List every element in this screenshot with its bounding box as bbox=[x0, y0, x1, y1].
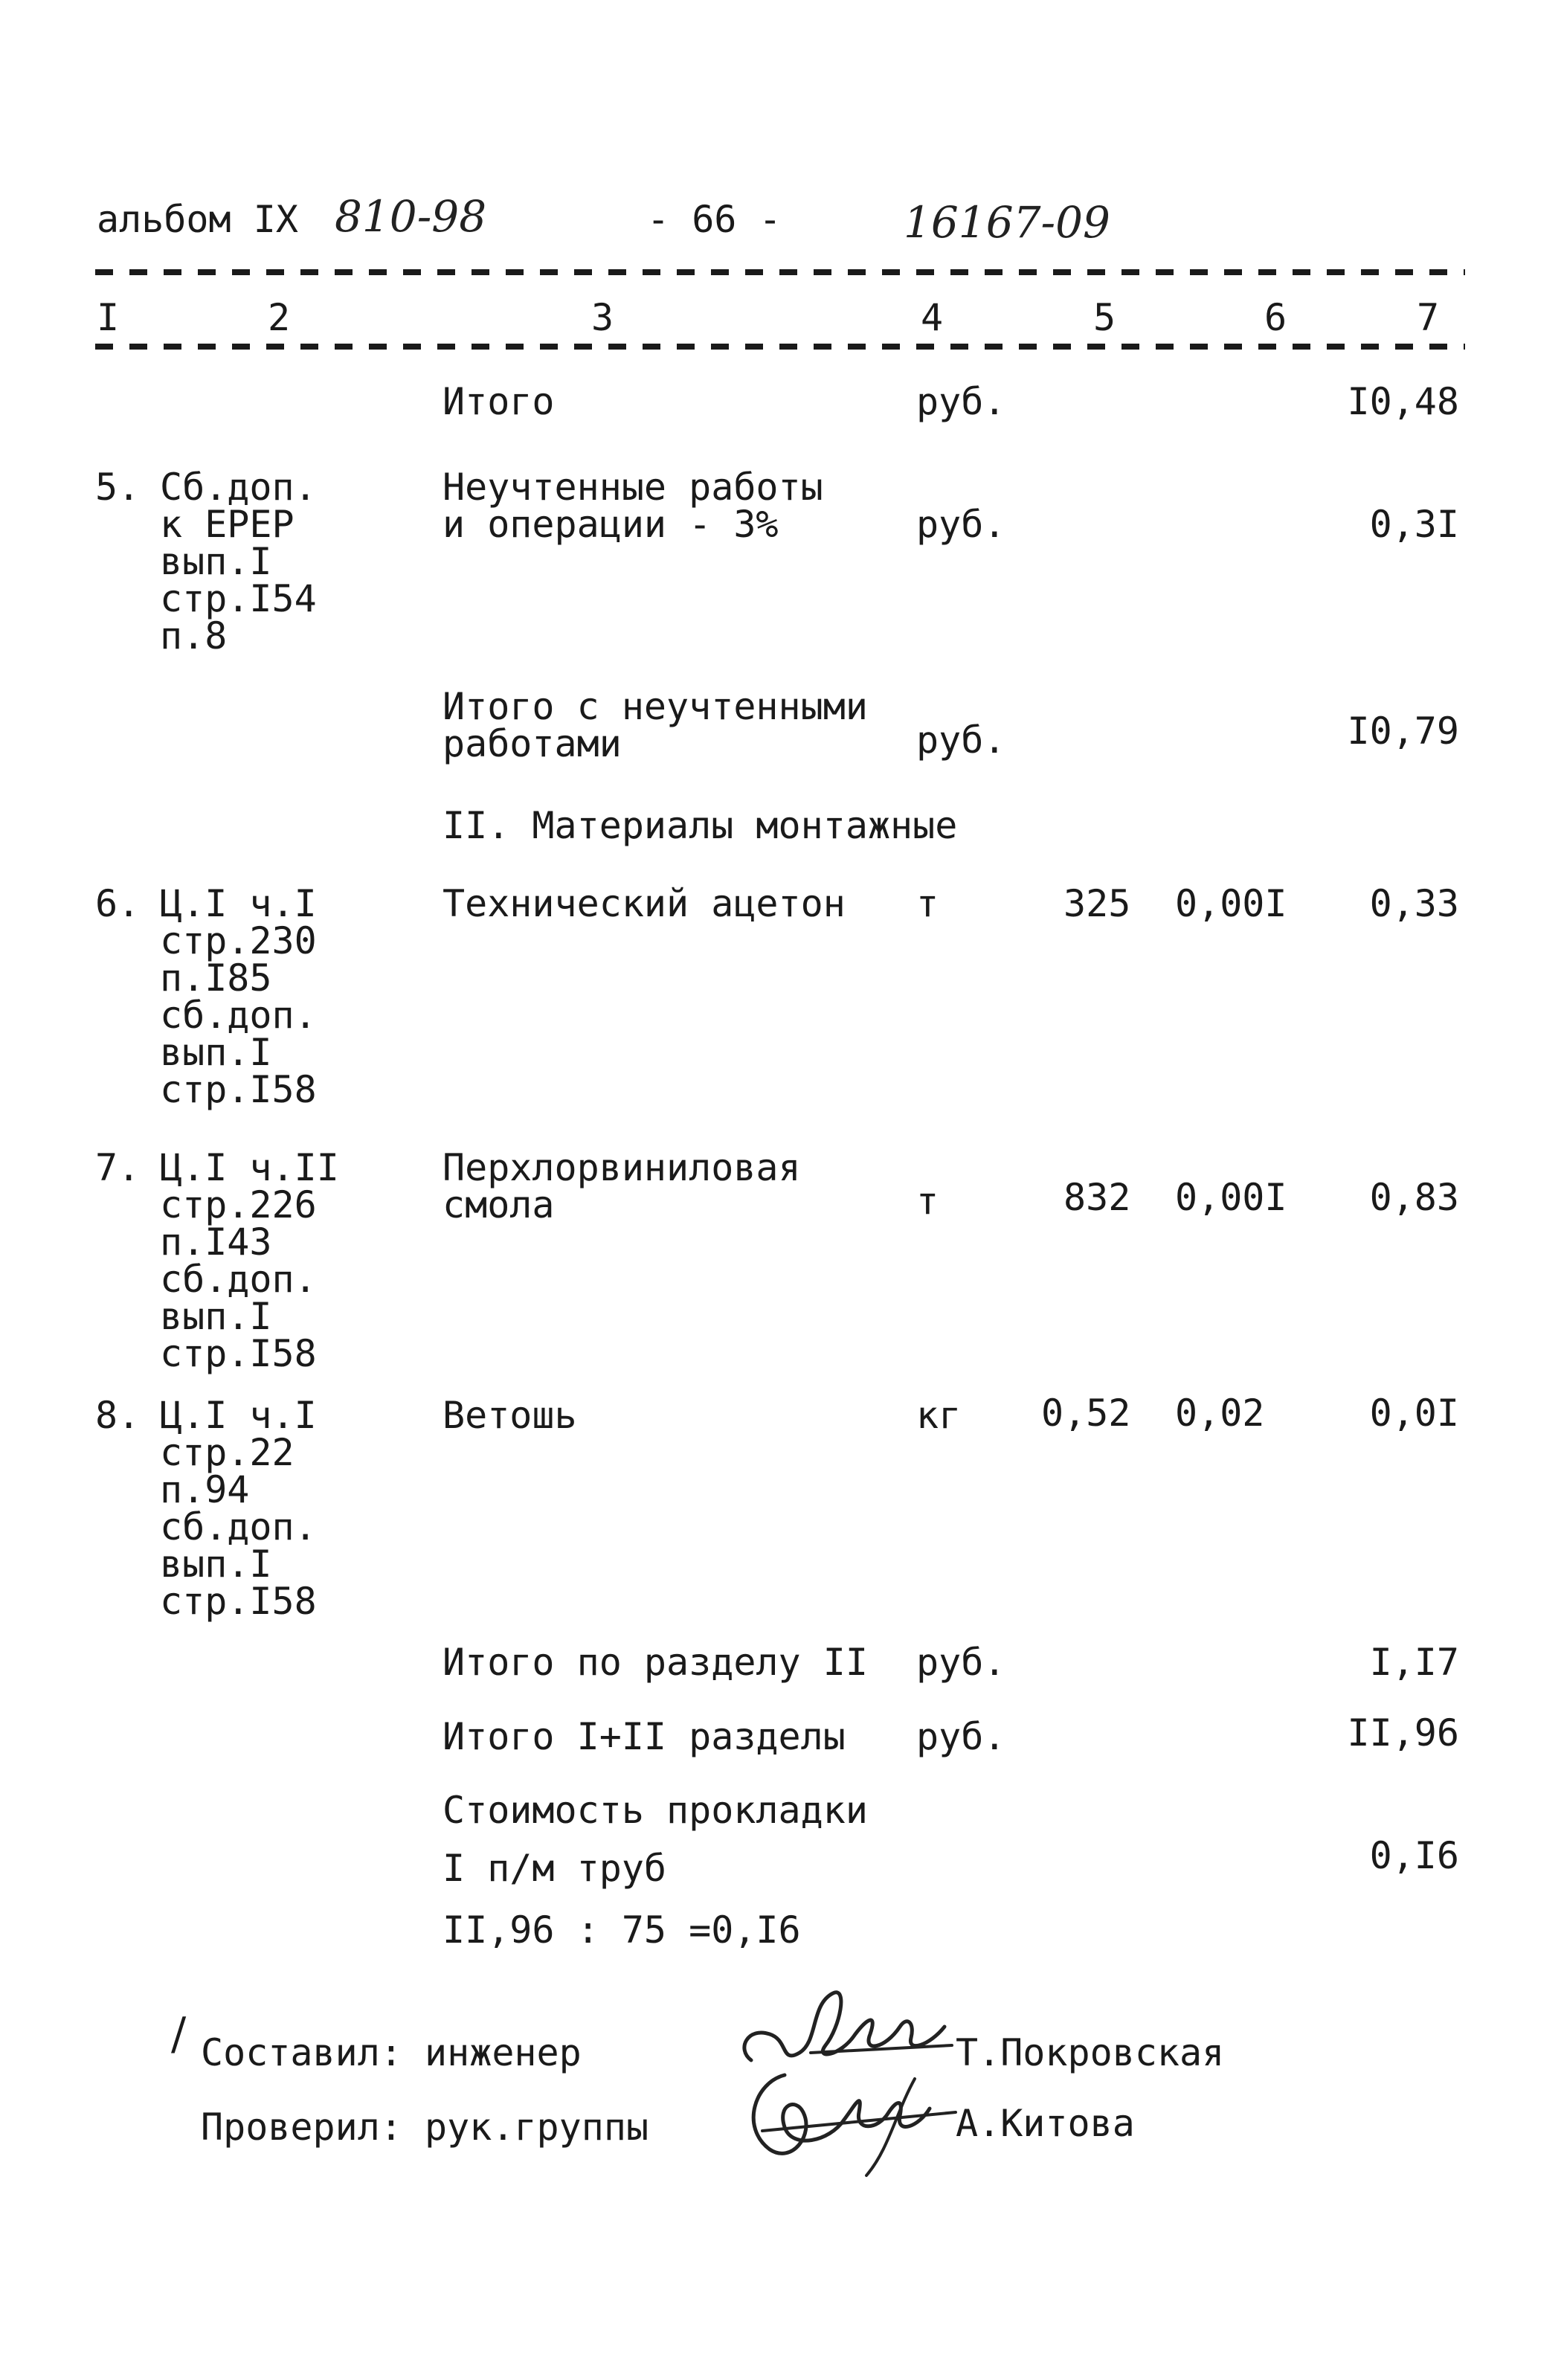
row-total: I,I7 bbox=[1369, 1641, 1459, 1684]
row-description: Перхлорвиниловая смола bbox=[443, 1146, 801, 1226]
compiled-by-name: Т.Покровская bbox=[956, 2031, 1225, 2074]
section-heading: II. Материалы монтажные bbox=[443, 804, 958, 847]
page-number: - 66 - bbox=[647, 198, 782, 241]
row-total: II,96 bbox=[1347, 1711, 1459, 1755]
header-divider-bottom bbox=[95, 344, 1465, 350]
row-unit: кг bbox=[916, 1394, 962, 1437]
row-unit: т bbox=[916, 882, 939, 925]
row-reference: Ц.I ч.II стр.226 п.I43 сб.доп. вып.I стр.I58 bbox=[160, 1146, 339, 1375]
row-total: 0,3I bbox=[1369, 503, 1459, 546]
row-number: 8. bbox=[95, 1394, 141, 1437]
column-number-2: 2 bbox=[268, 296, 291, 339]
row-description: Итого с неучтенными работами bbox=[443, 685, 868, 765]
column-number-7: 7 bbox=[1417, 296, 1440, 339]
signature-kitova bbox=[733, 2060, 978, 2179]
checked-by-label: Проверил: рук.группы bbox=[201, 2106, 649, 2149]
row-number: 6. bbox=[95, 882, 141, 925]
column-number-3: 3 bbox=[591, 296, 614, 339]
row-reference: Ц.I ч.I стр.22 п.94 сб.доп. вып.I стр.I58 bbox=[160, 1394, 317, 1623]
header-divider-top bbox=[95, 269, 1465, 275]
row-price: 832 bbox=[1063, 1176, 1131, 1219]
column-number-6: 6 bbox=[1264, 296, 1287, 339]
row-price: 0,52 bbox=[1041, 1392, 1131, 1435]
row-total: 0,I6 bbox=[1369, 1834, 1459, 1877]
row-description: Итого I+II разделы bbox=[443, 1715, 846, 1758]
row-total: I0,79 bbox=[1347, 710, 1459, 753]
row-unit: руб. bbox=[916, 1715, 1006, 1758]
handwritten-album-code: 810-98 bbox=[335, 191, 487, 242]
row-unit: руб. bbox=[916, 1641, 1006, 1684]
row-description: Стоимость прокладки I п/м труб bbox=[443, 1789, 868, 1890]
row-reference: Сб.доп. к ЕРЕР вып.I стр.I54 п.8 bbox=[160, 466, 317, 657]
checked-by-name: А.Китова bbox=[956, 2102, 1135, 2145]
row-unit: руб. bbox=[916, 718, 1006, 762]
row-description: Итого bbox=[443, 380, 555, 423]
album-label: альбом IX bbox=[97, 198, 298, 241]
row-description: Технический ацетон bbox=[443, 882, 846, 925]
row-unit: руб. bbox=[916, 503, 1006, 546]
compiled-by-label: Составил: инженер bbox=[201, 2031, 582, 2074]
row-quantity: 0,00I bbox=[1175, 1176, 1287, 1219]
row-unit: т bbox=[916, 1180, 939, 1223]
row-quantity: 0,00I bbox=[1175, 882, 1287, 925]
row-price: 325 bbox=[1063, 882, 1131, 925]
row-unit: руб. bbox=[916, 380, 1006, 423]
row-total: 0,33 bbox=[1369, 882, 1459, 925]
row-total: 0,0I bbox=[1369, 1392, 1459, 1435]
column-number-1: I bbox=[97, 296, 120, 339]
row-reference: Ц.I ч.I стр.230 п.I85 сб.доп. вып.I стр.I58 bbox=[160, 882, 317, 1111]
row-description: Неучтенные работы и операции - 3% bbox=[443, 466, 823, 546]
column-number-4: 4 bbox=[921, 296, 944, 339]
row-description: Итого по разделу II bbox=[443, 1641, 868, 1684]
row-total: I0,48 bbox=[1347, 380, 1459, 423]
row-number: 5. bbox=[95, 466, 141, 509]
column-number-5: 5 bbox=[1093, 296, 1116, 339]
margin-tick-mark: / bbox=[171, 2008, 187, 2060]
calculation-line: II,96 : 75 =0,I6 bbox=[443, 1908, 801, 1952]
row-description: Ветошь bbox=[443, 1394, 577, 1437]
row-quantity: 0,02 bbox=[1175, 1392, 1265, 1435]
row-total: 0,83 bbox=[1369, 1176, 1459, 1219]
handwritten-doc-number: 16167-09 bbox=[904, 197, 1110, 248]
row-number: 7. bbox=[95, 1146, 141, 1189]
